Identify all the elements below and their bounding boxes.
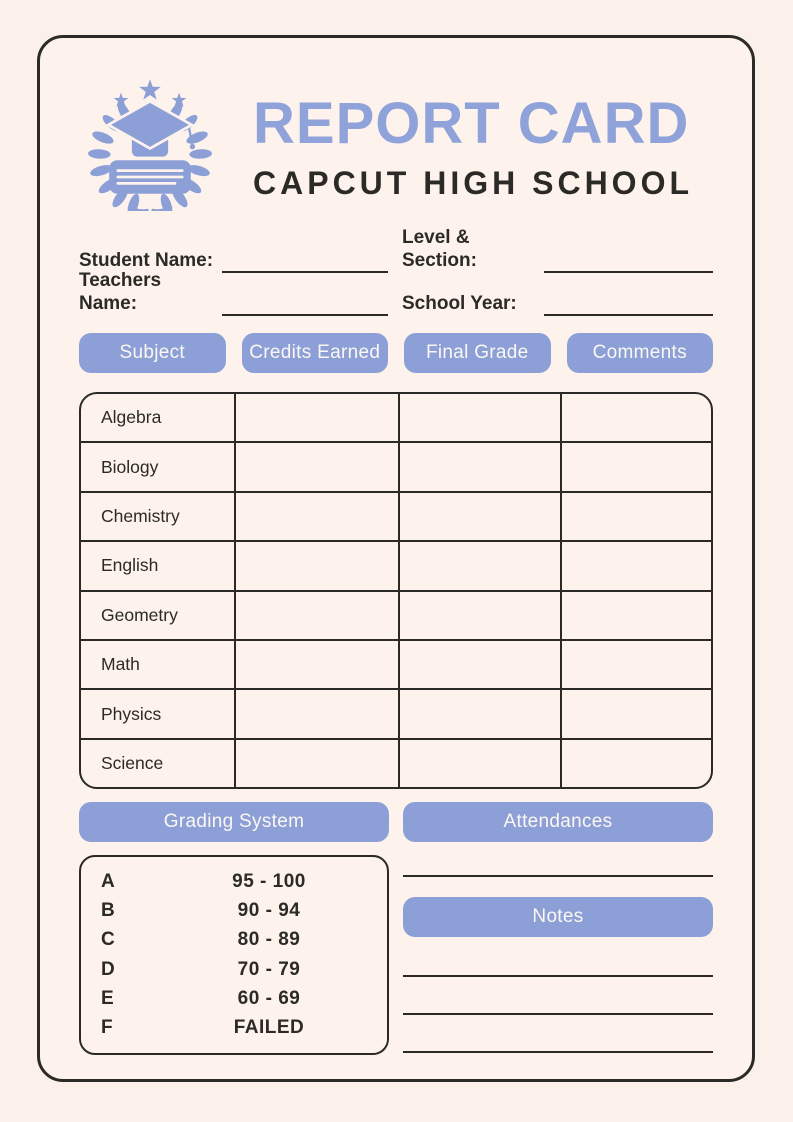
notes-line-3[interactable]: [403, 1051, 713, 1053]
subject-cell: Physics: [81, 690, 236, 737]
credits-earned-cell[interactable]: [236, 592, 400, 639]
school-year-label: School Year:: [402, 293, 517, 315]
column-header-pill: Comments: [567, 333, 714, 373]
table-row: [81, 542, 711, 591]
credits-earned-cell[interactable]: [236, 641, 400, 688]
subject-cell: Algebra: [81, 394, 236, 441]
grading-system-column: [79, 802, 389, 1055]
final-grade-cell[interactable]: [400, 542, 561, 589]
grade-letter: E: [101, 988, 114, 1010]
student-info-form: [79, 227, 713, 316]
report-card: [37, 35, 755, 1082]
subject-cell: Biology: [81, 443, 236, 490]
grade-range: FAILED: [233, 1017, 305, 1039]
final-grade-cell[interactable]: [400, 493, 561, 540]
subject-cell: Geometry: [81, 592, 236, 639]
table-row: [81, 443, 711, 492]
credits-earned-cell[interactable]: [236, 493, 400, 540]
header: [79, 75, 713, 211]
final-grade-cell[interactable]: [400, 443, 561, 490]
teachers-name-label: Teachers Name:: [79, 270, 162, 315]
bottom-section: [79, 802, 713, 1055]
final-grade-cell[interactable]: [400, 740, 561, 787]
level-section-input[interactable]: [544, 247, 713, 273]
credits-earned-cell[interactable]: [236, 394, 400, 441]
form-row: [79, 227, 713, 273]
attendances-line[interactable]: [403, 875, 713, 877]
column-header-pill: Final Grade: [404, 333, 551, 373]
final-grade-cell[interactable]: [400, 394, 561, 441]
title-block: [253, 91, 693, 211]
credits-earned-cell[interactable]: [236, 542, 400, 589]
grade-letter: B: [101, 900, 115, 922]
grade-scale-row: [101, 929, 367, 951]
column-header-pill: Subject: [79, 333, 226, 373]
comments-cell[interactable]: [562, 592, 711, 639]
table-row: [81, 592, 711, 641]
column-header-pill: Credits Earned: [242, 333, 389, 373]
table-row: [81, 493, 711, 542]
grade-letter: C: [101, 929, 115, 951]
school-name: CAPCUT HIGH SCHOOL: [253, 165, 693, 201]
comments-cell[interactable]: [562, 443, 711, 490]
grade-letter: A: [101, 870, 115, 892]
table-row: [81, 641, 711, 690]
final-grade-cell[interactable]: [400, 641, 561, 688]
grade-range: 95 - 100: [232, 870, 306, 892]
comments-cell[interactable]: [562, 740, 711, 787]
student-name-input[interactable]: [222, 247, 388, 273]
grade-scale-row: [101, 959, 367, 981]
grading-system-header: Grading System: [79, 802, 389, 842]
grading-scale-box: [79, 855, 389, 1055]
grade-range: 60 - 69: [237, 988, 301, 1010]
credits-earned-cell[interactable]: [236, 690, 400, 737]
table-row: [81, 690, 711, 739]
grade-range: 70 - 79: [237, 958, 301, 980]
final-grade-cell[interactable]: [400, 592, 561, 639]
grade-range: 80 - 89: [237, 929, 301, 951]
subject-cell: Chemistry: [81, 493, 236, 540]
subject-cell: Math: [81, 641, 236, 688]
table-row: [81, 740, 711, 787]
credits-earned-cell[interactable]: [236, 740, 400, 787]
comments-cell[interactable]: [562, 493, 711, 540]
school-logo-icon: [79, 75, 221, 211]
form-row: [79, 270, 713, 316]
attendance-notes-column: [403, 802, 713, 1055]
table-column-headers: [79, 333, 713, 373]
grade-scale-row: [101, 1017, 367, 1039]
comments-cell[interactable]: [562, 641, 711, 688]
grade-letter: D: [101, 958, 115, 980]
comments-cell[interactable]: [562, 690, 711, 737]
comments-cell[interactable]: [562, 542, 711, 589]
student-name-label: Student Name:: [79, 250, 214, 272]
grade-scale-row: [101, 900, 367, 922]
page-title: REPORT CARD: [253, 91, 690, 156]
notes-header: Notes: [403, 897, 713, 937]
grade-scale-row: [101, 988, 367, 1010]
grade-range: 90 - 94: [237, 900, 301, 922]
subject-cell: English: [81, 542, 236, 589]
notes-line-2[interactable]: [403, 1013, 713, 1015]
subject-cell: Science: [81, 740, 236, 787]
notes-line-1[interactable]: [403, 975, 713, 977]
comments-cell[interactable]: [562, 394, 711, 441]
final-grade-cell[interactable]: [400, 690, 561, 737]
teachers-name-input[interactable]: [222, 290, 388, 316]
grade-scale-row: [101, 871, 367, 893]
level-section-label: Level & Section:: [402, 227, 477, 272]
attendances-header: Attendances: [403, 802, 713, 842]
grade-letter: F: [101, 1017, 113, 1039]
school-year-input[interactable]: [544, 290, 713, 316]
table-row: [81, 394, 711, 443]
grades-table: [79, 392, 713, 789]
credits-earned-cell[interactable]: [236, 443, 400, 490]
